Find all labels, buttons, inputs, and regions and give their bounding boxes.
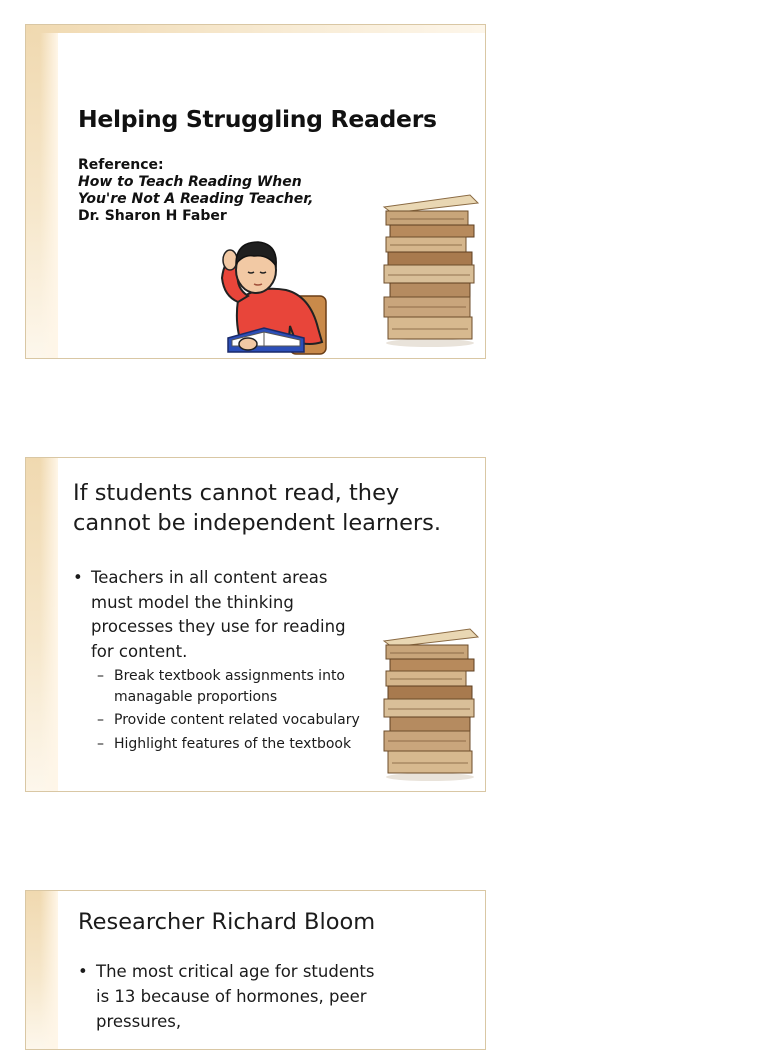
bullet-list	[73, 566, 363, 757]
book-stack-image	[380, 623, 480, 783]
dash-icon: –	[97, 735, 104, 752]
slide-heading: Researcher Richard Bloom	[78, 909, 376, 935]
sub-bullet-list	[97, 666, 363, 754]
slide-1	[25, 24, 486, 359]
sub-bullet-text: Break textbook assignments into managable proportions	[114, 668, 345, 705]
slide-3	[25, 890, 486, 1050]
reference-label: Reference:	[78, 157, 164, 173]
sub-bullet-text: Provide content related vocabulary	[114, 712, 360, 728]
slide-2	[25, 457, 486, 792]
book-title-line-1: How to Teach Reading When	[78, 174, 302, 190]
slide-heading: If students cannot read, they cannot be independent learners.	[73, 480, 442, 536]
bullet-dot-icon: •	[73, 568, 83, 587]
reference-block	[78, 157, 313, 225]
slide-accent-bar	[26, 25, 58, 358]
bullet-item	[78, 959, 378, 1034]
book-title-line-2: You're Not A Reading Teacher,	[78, 191, 314, 207]
slide-accent-bar	[26, 891, 58, 1049]
sub-bullet-item	[97, 734, 363, 755]
bullet-dot-icon: •	[78, 962, 88, 981]
bullet-item	[73, 566, 363, 664]
author-name: Dr. Sharon H Faber	[78, 208, 227, 224]
dash-icon: –	[97, 668, 104, 684]
sub-bullet-item	[97, 666, 363, 707]
slide-accent-bar	[26, 458, 58, 791]
bullet-text: The most critical age for students is 13 because of hormones, peer pressures,	[96, 962, 375, 1031]
bullet-text: Teachers in all content areas must model the thinking processes they use for reading for content.	[91, 568, 346, 661]
sub-bullet-text: Highlight features of the textbook	[114, 735, 352, 752]
sub-bullet-item	[97, 710, 363, 731]
dash-icon: –	[97, 712, 104, 728]
boy-reading-image	[198, 230, 338, 359]
slide-title: Helping Struggling Readers	[78, 105, 437, 133]
book-stack-image	[380, 189, 480, 349]
bullet-list	[78, 959, 378, 1034]
slide-accent-top	[26, 25, 485, 33]
